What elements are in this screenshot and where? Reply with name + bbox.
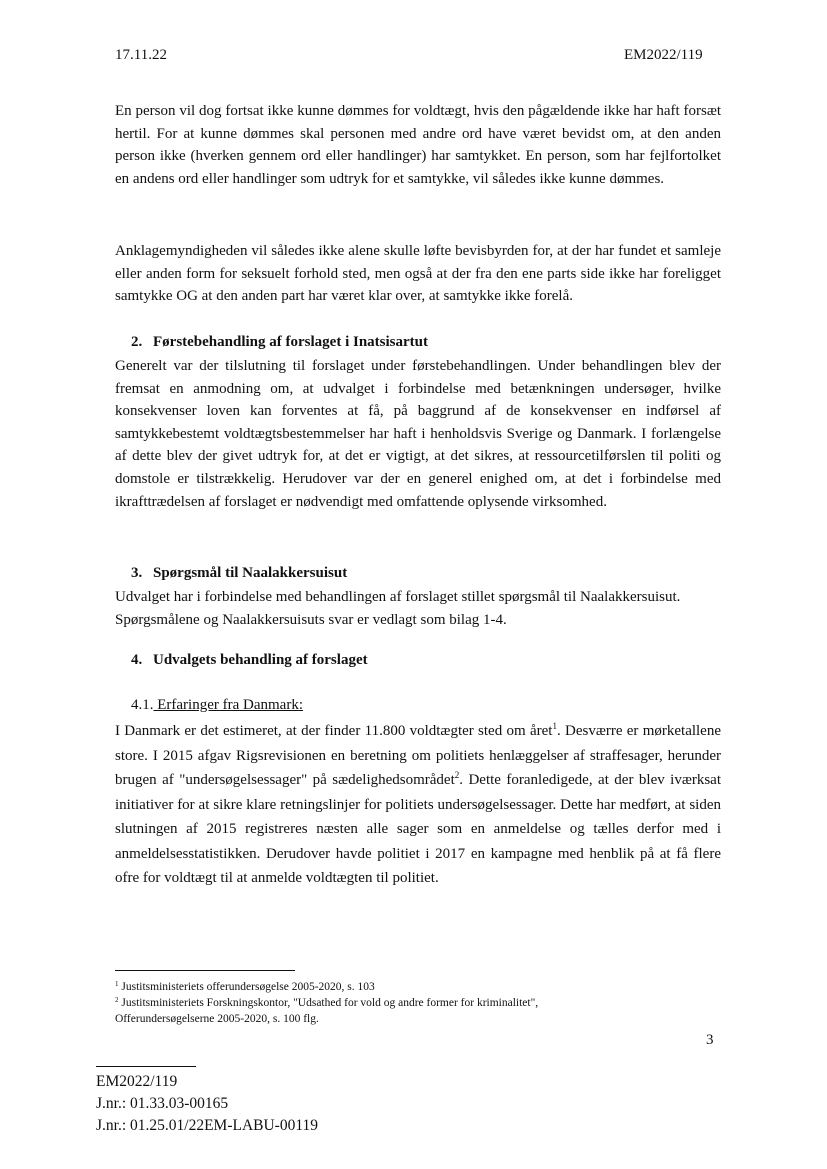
subsection-title: Erfaringer fra Danmark:: [153, 697, 304, 713]
footnote-2-continuation: Offerundersøgelserne 2005-2020, s. 100 flg.: [115, 1013, 319, 1025]
section-heading-3: [131, 565, 347, 582]
footnote-1: [115, 980, 375, 995]
section-title: Udvalgets behandling af forslaget: [153, 652, 368, 668]
paragraph-intent: En person vil dog fortsat ikke kunne dømmes for voldtægt, hvis den pågældende ikke har haft forsæt hertil. For at kunne dømmes skal personen med andre ord have været bevidst om, at den anden person ikke (hverken gennem ord eller handlinger) har samtykket. En person, som har fejlfortolket en andens ord eller handlinger som udtryk for et samtykke, vil således ikke kunne dømmes.: [115, 103, 721, 187]
header-doc-id: EM2022/119: [624, 47, 703, 63]
section-number: 3.: [131, 565, 143, 581]
section-number: 2.: [131, 334, 143, 350]
footnote-text: Justitsministeriets Forskningskontor, "Udsathed for vold og andre former for kriminalitet",: [118, 997, 539, 1009]
footnote-mark: 1: [115, 980, 119, 988]
footer-doc-id: EM2022/119: [96, 1073, 178, 1090]
subsection-number: 4.1.: [131, 697, 154, 713]
footer-journal-number-2: J.nr.: 01.25.01/22EM-LABU-00119: [96, 1117, 319, 1134]
paragraph-text: I Danmark er det estimeret, at der finder 11.800 voldtægter sted om året: [115, 723, 553, 739]
footer-journal-number-1: J.nr.: 01.33.03-00165: [96, 1095, 229, 1112]
footnote-ref-2: 2: [454, 770, 460, 780]
footnote-mark: 2: [115, 996, 119, 1004]
paragraph-text: . Desværre er mørketallene store. I 2015 afgav Rigsrevisionen en beretning om politiets henlæggelser af straffesager, herunder brugen af "undersøgelsessager" på sædelighedsområdet: [115, 723, 722, 788]
subsection-heading-4-1: [131, 697, 303, 714]
footnote-divider: [115, 970, 295, 971]
section-number: 4.: [131, 652, 143, 668]
section-heading-2: [131, 334, 428, 351]
footer-divider: [96, 1066, 196, 1067]
section-title: Førstebehandling af forslaget i Inatsisartut: [153, 334, 428, 350]
section-heading-4: [131, 652, 368, 669]
header-date: 17.11.22: [115, 47, 167, 63]
section-title: Spørgsmål til Naalakkersuisut: [153, 565, 348, 581]
page-number: 3: [706, 1032, 714, 1048]
paragraph-denmark-experience: [115, 719, 721, 891]
paragraph-text: . Dette foranledigede, at der blev iværksat initiativer for at sikre klare retningslinjer for politiets undersøgelsessager. Dette har medført, at siden slutningen af 2015 registreres næsten alle sager som en anmeldelse og tælles derfor med i anmeldelsesstatistikken. Derudover havde politiet i 2017 en kampagne med henblik på at få flere ofre for voldtægt til at anmelde voldtægten til politiet.: [115, 772, 722, 886]
footnote-ref-1: 1: [552, 721, 557, 731]
footnote-text: Justitsministeriets offerundersøgelse 2005-2020, s. 103: [118, 981, 375, 993]
paragraph-first-reading: Generelt var der tilslutning til forslaget under førstebehandlingen. Under behandlingen blev der fremsat en anmodning om, at udvalget i forbindelse med betænkningen undersøger, hvilke konsekvenser loven kan forventes at få, på baggrund af de konsekvenser en indførsel af samtykkebestemt voldtægtsbestemmelser har haft i henholdsvis Sverige og Danmark. I forlængelse af dette blev der givet udtryk for, at det er vigtigt, at det sikres, at ressourcetilførslen til politi og domstole er tilstrækkelig. Herudover var der en generel enighed om, at det i forbindelse med ikrafttrædelsen af forslaget er nødvendigt med omfattende oplysende virksomhed.: [115, 358, 721, 510]
paragraph-burden-of-proof: Anklagemyndigheden vil således ikke alene skulle løfte bevisbyrden for, at der har fundet et samleje eller anden form for seksuelt forhold sted, men også at der fra den ene parts side ikke har foreligget samtykke OG at den anden part har været klar over, at samtykke ikke forelå.: [115, 243, 721, 305]
paragraph-questions: Udvalget har i forbindelse med behandlingen af forslaget stillet spørgsmål til Naalakkersuisut. Spørgsmålene og Naalakkersuisuts svar er vedlagt som bilag 1-4.: [115, 589, 681, 628]
footnote-2: [115, 996, 538, 1011]
